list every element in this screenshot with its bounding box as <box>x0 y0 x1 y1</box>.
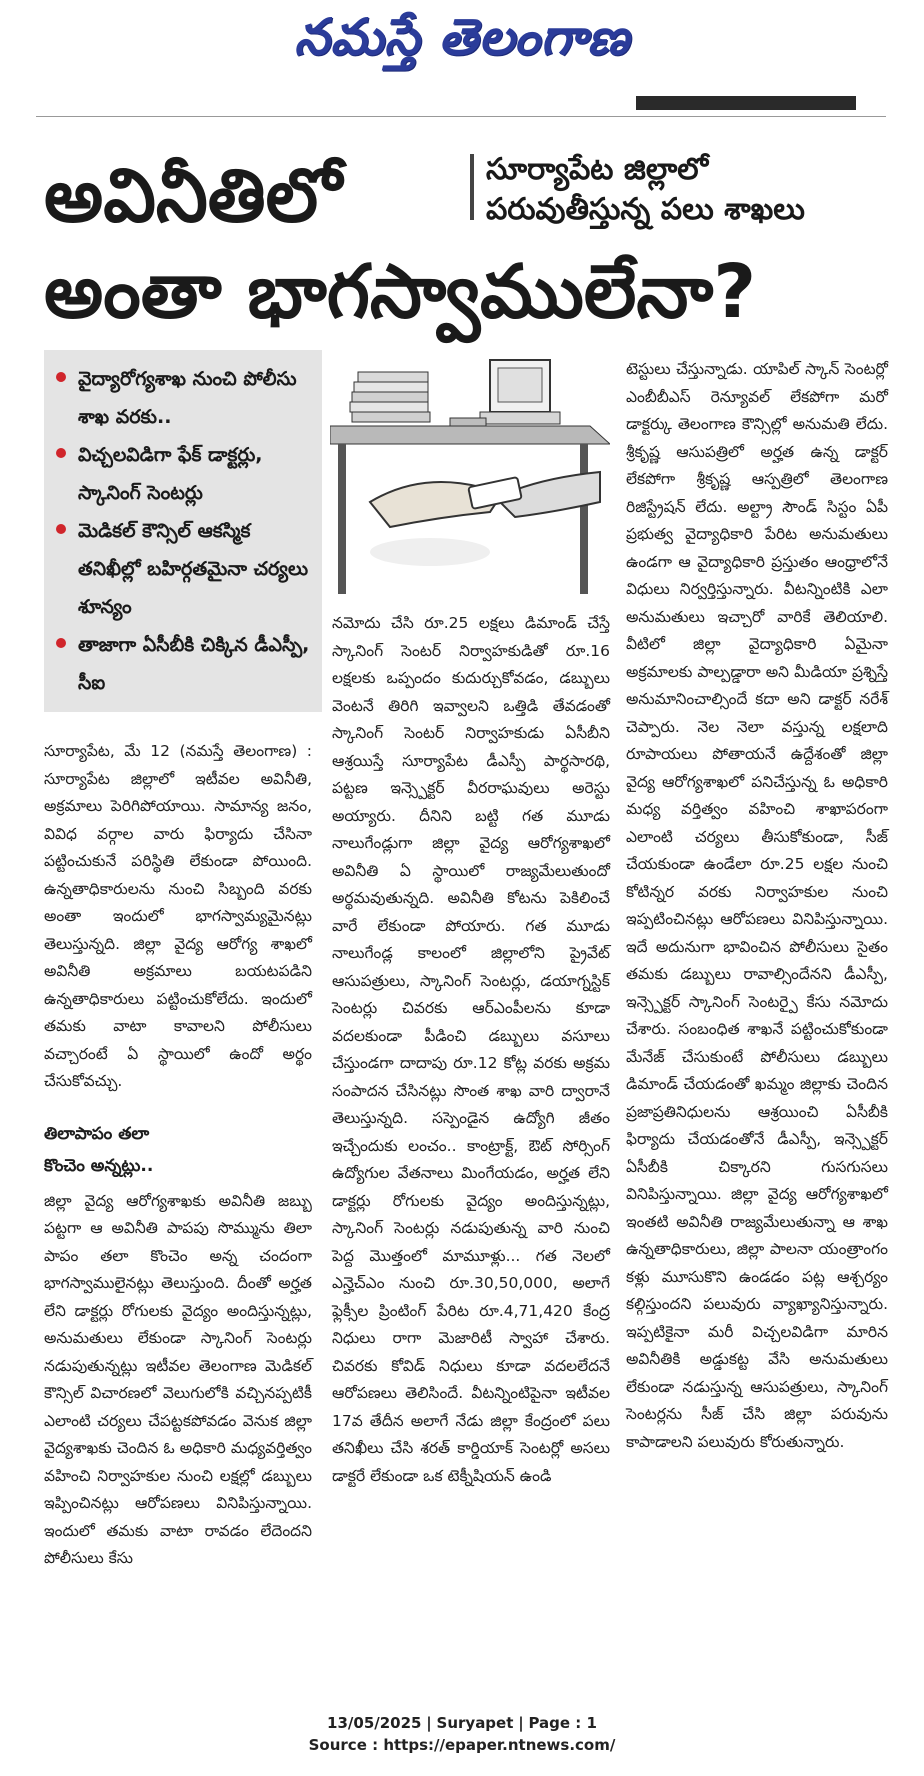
article-paragraph: టెస్టులు చేస్తున్నాడు. యాపిల్ స్కాన్ సెంటర్లో ఎంబీబీఎస్ రెన్యూవల్ లేకపోగా మరో డాక్టర్కు తెలంగాణ కౌన్సిల్లో అనుమతి లేదు. శ్రీకృష్ణ ఆసుపత్రిలో అర్హత ఉన్న డాక్టర్ లేకపోగా శ్రీకృష్ణ ఆస్పత్రిలో తెలంగాణ రిజిస్ట్రేషన్ లేదు. అల్ట్రా సౌండ్ సిస్టం ఏపీ ప్రభుత్వ వైద్యాధికారి పేరిట అనుమతులు ఉండగా ఆ వైద్యాధికారి ప్రస్తుతం ఆంధ్రాలోనే విధులు నిర్వర్తిస్తున్నారు. వీటన్నింటికి ఎలా అనుమతులు ఇచ్చారో వారికే తెలియాలి. వీటిలో జిల్లా వైద్యాధికారి ఏమైనా అక్రమాలకు పాల్పడ్డారా అని మీడియా ప్రశ్నిస్తే అనుమానించాల్సిందే కదా అని డాక్టర్ నరేశ్ చెప్పారు. నెల నెలా వస్తున్న లక్షలాది రూపాయలు పోతాయనే ఉద్దేశంతో జిల్లా వైద్య ఆరోగ్యశాఖలో పనిచేస్తున్న ఓ అధికారి మధ్య వర్తిత్వం వహించి శాఖాపరంగా ఎలాంటి చర్యలు తీసుకోకుండా, సీజ్ చేయకుండా ఉండేలా రూ.25 లక్షల నుంచి కోటిన్నర వరకు నిర్వాహకుల నుంచి ఇప్పటించినట్లు ఆరోపణలు వినిపిస్తున్నాయి. ఇదే అదునుగా భావించిన పోలీసులు సైతం తమకు డబ్బులు రావాల్సిందేనని డీఎస్పీ, ఇన్స్పెక్టర్ స్కానింగ్ సెంటర్పై కేసు నమోదు చేశారు. సంబంధిత శాఖనే పట్టించుకోకుండా మేనేజ్ చేసుకుంటే పోలీసులు డబ్బులు డిమాండ్ చేయడంతో ఖమ్మం జిల్లాకు చెందిన ప్రజాప్రతినిధులను ఆశ్రయించి ఏసీబీకి ఫిర్యాదు చేయడంతోనే డీఎస్పీ, ఇన్స్పెక్టర్ ఏసీబీకి చిక్కారని గుసగుసలు వినిపిస్తున్నాయి. జిల్లా వైద్య ఆరోగ్యశాఖలో ఇంతటి అవినీతి రాజ్యమేలుతున్నా ఆ శాఖ ఉన్నతాధికారులు, జిల్లా పాలనా యంత్రాంగం కళ్లు మూసుకొని ఉండడం పట్ల ఆశ్చర్యం కల్గిస్తుందని పలువురు వ్యాఖ్యానిస్తున్నారు. ఇప్పటికైనా మరీ విచ్చలవిడిగా మారిన అవినీతికి అడ్డుకట్ట వేసి అనుమతులు లేకుండా నడుస్తున్న ఆసుపత్రులు, స్కానింగ్ సెంటర్లను సీజ్ చేసి జిల్లా పరువును కాపాడాలని పలువురు కోరుతున్నారు. <box>626 360 888 1451</box>
article-column-3 <box>626 356 888 1456</box>
highlight-text: తాజాగా ఏసీబీకి చిక్కిన డీఎస్పీ, సీఐ <box>78 634 310 694</box>
highlight-item <box>52 626 314 702</box>
footer-separator: | <box>518 1714 524 1732</box>
article-column-2 <box>332 610 610 1490</box>
headline-kicker <box>486 150 886 230</box>
bullet-dot-icon <box>56 448 66 458</box>
footer-separator: | <box>426 1714 432 1732</box>
footer-meta <box>0 1712 924 1734</box>
bullet-dot-icon <box>56 372 66 382</box>
article-paragraph: నమోదు చేసి రూ.25 లక్షలు డిమాండ్ చేస్తే స్కానింగ్ సెంటర్ నిర్వాహకుడితో రూ.16 లక్షలకు ఒప్పందం కుదుర్చుకోవడం, డబ్బులు వెంటనే తిరిగి ఇవ్వాలని ఒత్తిడి తేవడంతో స్కానింగ్ సెంటర్ నిర్వాహకుడు ఏసీబీని ఆశ్రయిస్తే సూర్యాపేట డీఎస్పీ పార్థసారథి, పట్టణ ఇన్స్పెక్టర్ వీరరాఘవులు అరెస్టు అయ్యారు. దీనిని బట్టి గత మూడు నాలుగేండ్లుగా జిల్లా వైద్య ఆరోగ్యశాఖలో అవినీతి ఏ స్థాయిలో రాజ్యమేలుతుందో అర్థమవుతున్నది. అవినీతి కోటను పెకిలించే వారే లేకుండా పోయారు. గత మూడు నాలుగేండ్ల కాలంలో జిల్లాలోని ప్రైవేట్ ఆసుపత్రులు, స్కానింగ్ సెంటర్లు, డయాగ్నస్టిక్ సెంటర్లు చివరకు ఆర్ఎంపీలను కూడా వదలకుండా పీడించి డబ్బులు వసూలు చేస్తుండగా దాదాపు రూ.12 కోట్ల వరకు అక్రమ సంపాదన చేసినట్లు సొంత శాఖ వారి ద్వారానే తెలుస్తున్నది. సస్పెండైన ఉద్యోగి జీతం ఇచ్చేందుకు లంచం.. కాంట్రాక్ట్, ఔట్ సోర్సింగ్ ఉద్యోగుల వేతనాలు మింగేయడం, అర్హత లేని డాక్టర్లు రోగులకు వైద్యం అందిస్తున్నట్లు, స్కానింగ్ సెంటర్లు నడుపుతున్న వారి నుంచి పెద్ద మొత్తంలో మామూళ్లు... గత నెలలో ఎన్హెచ్ఎం నుంచి రూ.30,50,000, అలాగే ఫ్లెక్సీల ప్రింటింగ్ పేరిట రూ.4,71,420 కేంద్ర నిధులు రాగా మెజారిటీ స్వాహా చేశారు. చివరకు కోవిడ్ నిధులు కూడా వదలలేదనే ఆరోపణలు తెలిసిందే. వీటన్నింటిపైనా ఇటీవల 17వ తేదీన అలాగే నేడు జిల్లా కేంద్రంలో పలు తనిఖీలు చేసి శరత్ కార్డియాక్ సెంటర్లో అసలు డాక్టరే లేకుండా ఒక టెక్నీషియన్ ఉండి <box>332 614 610 1485</box>
headline-line-2: అంతా భాగస్వాములేనా? <box>44 249 757 335</box>
file-stack-icon <box>350 372 430 422</box>
newspaper-logo: నమస్తే తెలంగాణ <box>294 8 630 66</box>
top-strip <box>36 96 886 117</box>
bribery-illustration <box>330 352 610 600</box>
top-strip-dark-block <box>636 96 856 110</box>
highlight-text: మెడికల్ కౌన్సిల్ ఆకస్మిక తనిఖీల్లో బహిర్గతమైనా చర్యలు శూన్యం <box>78 520 309 618</box>
highlight-item <box>52 360 314 436</box>
kicker-line-1: సూర్యాపేట జిల్లాలో <box>486 152 709 187</box>
highlight-text: వైద్యారోగ్యశాఖ నుంచి పోలీసు శాఖ వరకు.. <box>78 368 297 428</box>
footer-source: Source : https://epaper.ntnews.com/ <box>308 1736 616 1754</box>
highlight-text: విచ్చలవిడిగా ఫేక్ డాక్టర్లు, స్కానింగ్ సెంటర్లు <box>78 444 263 504</box>
highlight-item <box>52 512 314 626</box>
subhead-line-2: కొంచెం అన్నట్లు.. <box>44 1155 154 1176</box>
bullet-dot-icon <box>56 524 66 534</box>
kicker-line-2: పరువుతీస్తున్న పలు శాఖలు <box>486 192 805 227</box>
article-paragraph: జిల్లా వైద్య ఆరోగ్యశాఖకు అవినీతి జబ్బు పట్టగా ఆ అవినీతి పాపపు సొమ్మును తిలా పాపం తలా కొంచెం అన్న చందంగా భాగస్వాములైనట్లు తెలుస్తుంది. దీంతో అర్హత లేని డాక్టర్లు రోగులకు వైద్యం అందిస్తున్నట్లు, అనుమతులు లేకుండా స్కానింగ్ సెంటర్లు నడుపుతున్నట్లు ఇటీవల తెలంగాణ మెడికల్ కౌన్సిల్ విచారణలో వెలుగులోకి వచ్చినప్పటికీ ఎలాంటి చర్యలు చేపట్టకపోవడం వెనుక జిల్లా వైద్యశాఖకు చెందిన ఓ అధికారి మధ్యవర్తిత్వం వహించి నిర్వాహకుల నుంచి లక్షల్లో డబ్బులు ఇప్పించినట్లు ఆరోపణలు వినిపిస్తున్నాయి. ఇందులో తమకు వాటా రావడం లేదెందని పోలీసులు కేసు <box>44 1191 312 1567</box>
subhead-line-1: తిలాపాపం తలా <box>44 1123 150 1144</box>
footer-date: 13/05/2025 <box>327 1714 422 1732</box>
footer-page: Page : 1 <box>528 1714 597 1732</box>
masthead <box>0 4 924 70</box>
article-subhead <box>44 1118 312 1182</box>
article-column-1 <box>44 738 312 1573</box>
highlights-box <box>44 350 322 712</box>
highlight-item <box>52 436 314 512</box>
bullet-dot-icon <box>56 638 66 648</box>
article-paragraph: సూర్యాపేట, మే 12 (నమస్తే తెలంగాణ) : సూర్యాపేట జిల్లాలో ఇటీవల అవినీతి, అక్రమాలు పెరిగిపోయాయి. సామాన్య జనం, వివిధ వర్గాల వారు ఫిర్యాదు చేసినా పట్టించుకునే పరిస్థితి లేకుండా పోయింది. ఉన్నతాధికారులను నుంచి సిబ్బంది వరకు అంతా ఇందులో భాగస్వామ్యమైనట్లు తెలుస్తున్నది. జిల్లా వైద్య ఆరోగ్య శాఖలో అవినీతి అక్రమాలు బయటపడిని ఉన్నతాధికారులు పట్టించుకోలేదు. ఇందులో తమకు వాటా కావాలని పోలీసులు వచ్చారంటే ఏ స్థాయిలో ఉందో అర్థం చేసుకోవచ్చు. <box>44 742 312 1090</box>
footer-place: Suryapet <box>436 1714 514 1732</box>
kicker-divider <box>470 154 474 220</box>
page-footer <box>0 1712 924 1756</box>
headline-line-1: అవినీతిలో <box>44 153 342 239</box>
